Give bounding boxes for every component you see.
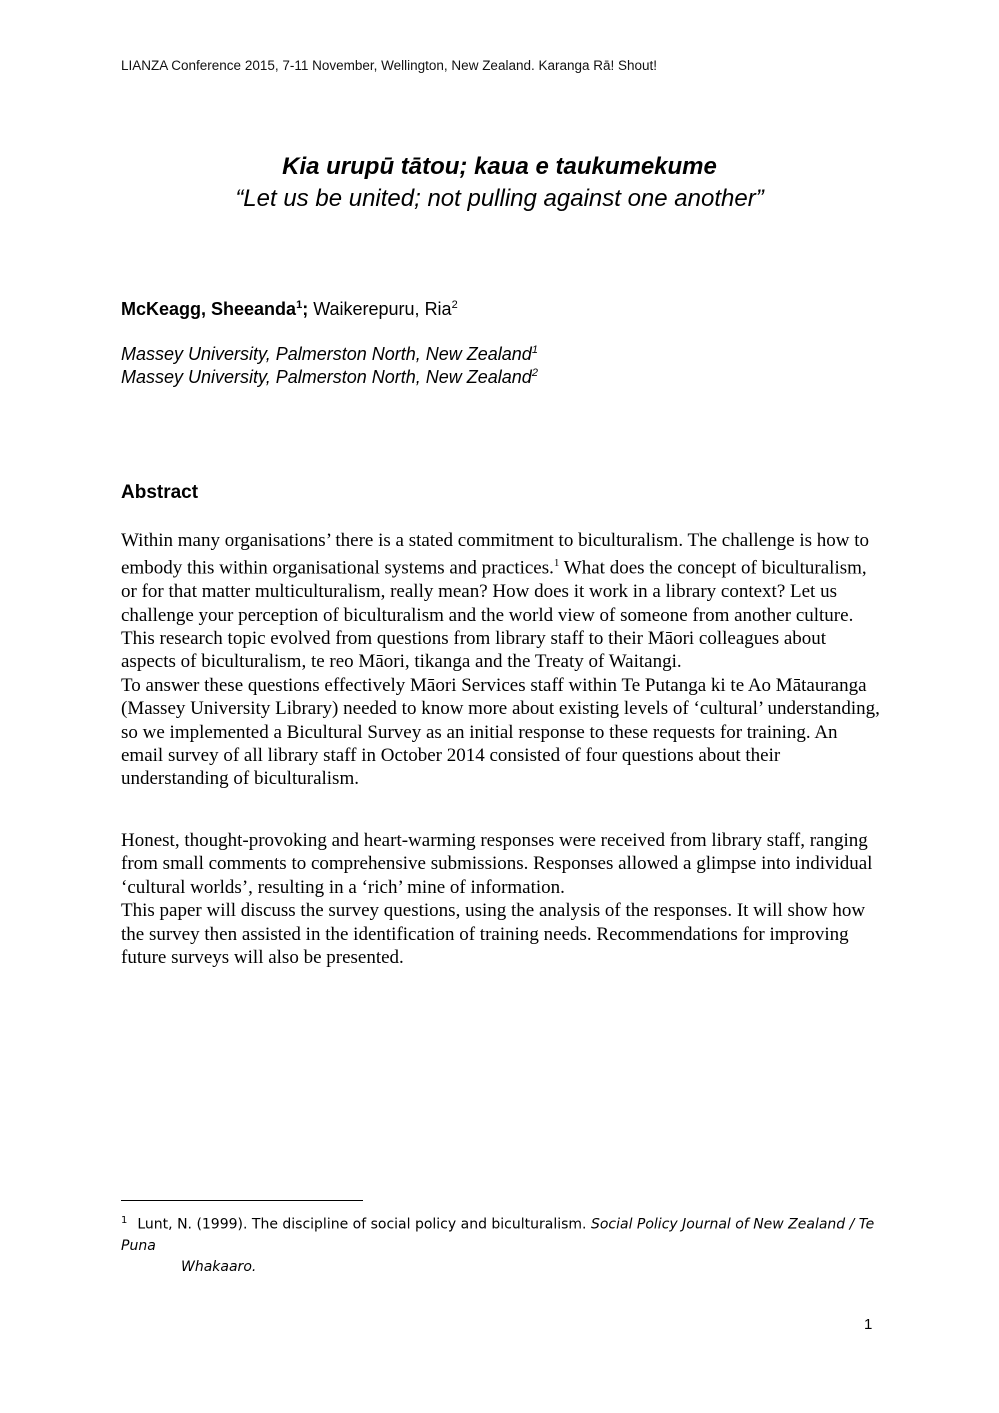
affiliation-superscript: 2: [531, 367, 538, 379]
affiliation: [121, 367, 538, 388]
running-header: LIANZA Conference 2015, 7-11 November, Wellington, New Zealand. Karanga Rā! Shout!: [121, 58, 658, 73]
author-name: McKeagg, Sheeanda: [121, 299, 297, 319]
abstract-paragraph: [121, 529, 881, 627]
abstract-paragraph: To answer these questions effectively Māori Services staff within Te Putanga ki te Ao Mātauranga (Massey University Library) needed to know more about existing levels of ‘cultural’ understanding, so we implemented a Bicultural Survey as an initial response to these requests for training. An email survey of all library staff in October 2014 consisted of four questions about their understanding of biculturalism.: [121, 674, 880, 790]
footnote: [121, 1210, 881, 1278]
abstract-text: Within many organisations’ there is a stated commitment to biculturalism. The challenge is how to embody this within organisational systems and practices.: [121, 530, 869, 579]
footnote-journal-cont: Whakaaro.: [181, 1258, 257, 1275]
author-superscript: 2: [451, 299, 458, 311]
footnote-reference[interactable]: 1: [553, 557, 560, 570]
author-separator: ;: [302, 299, 314, 319]
abstract-body-part1: [121, 529, 881, 791]
footnote-journal: Social Policy Journal of New Zealand / Te Puna: [121, 1216, 875, 1254]
affiliation: [121, 344, 538, 365]
footnote-number: 1: [121, 1215, 128, 1226]
footnote-text: Lunt, N. (1999). The discipline of social policy and biculturalism.: [137, 1216, 591, 1233]
footnote-divider: [121, 1200, 363, 1201]
title-english: “Let us be united; not pulling against one another”: [235, 185, 764, 212]
abstract-body-part2: [121, 829, 881, 969]
abstract-text: What does the concept of biculturalism, or for that matter multiculturalism, really mean? How does it work in a library context? Let us challenge your perception of biculturalism and the world view of someone from another culture.: [121, 557, 867, 626]
abstract-paragraph: Honest, thought-provoking and heart-warming responses were received from library staff, ranging from small comments to comprehensive submissions. Responses allowed a glimpse into individual ‘cultural worlds’, resulting in a ‘rich’ mine of information.: [121, 830, 873, 898]
author-name: Waikerepuru, Ria: [313, 299, 452, 319]
affiliation-text: Massey University, Palmerston North, New Zealand: [121, 367, 532, 387]
abstract-paragraph: This paper will discuss the survey questions, using the analysis of the responses. It will show how the survey then assisted in the identification of training needs. Recommendations for improving future surveys will also be presented.: [121, 900, 866, 969]
author-line: [121, 299, 458, 320]
abstract-heading: Abstract: [121, 482, 199, 503]
affiliation-superscript: 1: [531, 344, 538, 356]
title-maori: Kia urupū tātou; kaua e taukumekume: [282, 153, 717, 180]
page-number: 1: [864, 1316, 873, 1333]
affiliation-text: Massey University, Palmerston North, New Zealand: [121, 344, 532, 364]
author-superscript: 1: [296, 299, 303, 311]
abstract-paragraph: This research topic evolved from questions from library staff to their Māori colleagues about aspects of biculturalism, te reo Māori, tikanga and the Treaty of Waitangi.: [121, 627, 827, 673]
